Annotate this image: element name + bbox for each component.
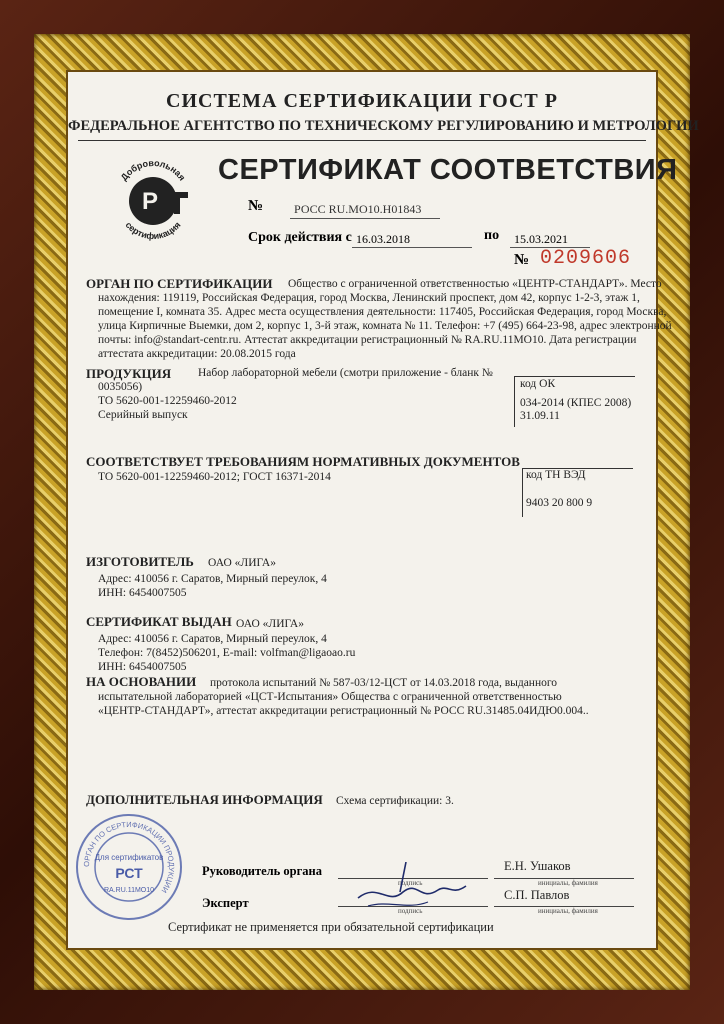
certification-stamp-icon [74,812,184,922]
basis-label: НА ОСНОВАНИИ [86,674,197,689]
expert-name-caption: инициалы, фамилия [538,907,598,915]
svg-text:РСТ: РСТ [115,865,143,881]
tnved-label: код ТН ВЭД [526,469,586,481]
conformity-docs: ТО 5620-001-12259460-2012; ГОСТ 16371-2014 [98,471,331,483]
basis-line-1: протокола испытаний № 587-03/12-ЦСТ от 14.03.2018 года, выданного [210,677,558,689]
valid-to: 15.03.2021 [514,232,568,246]
additional-info-label: ДОПОЛНИТЕЛЬНАЯ ИНФОРМАЦИЯ [86,792,323,807]
organ-line-4: улица Кирпичные Выемки, дом 2, корпус 1, 3-й этаж, комната № 11. Телефон: +7 (495) 664-23-98, адрес электронной [98,320,672,332]
footer-note: Сертификат не применяется при обязательной сертификации [168,920,494,934]
valid-from: 16.03.2018 [356,232,410,246]
product-line-1: Набор лабораторной мебели (смотри приложение - бланк № [198,367,493,379]
certification-scheme: Схема сертификации: 3. [336,795,454,807]
certificate-title: СЕРТИФИКАТ СООТВЕТСТВИЯ [218,154,678,186]
product-line-2: 0035056) [98,381,143,393]
product-line-3: ТО 5620-001-12259460-2012 [98,395,237,407]
certificate-paper [68,72,699,948]
head-sig-caption: подпись [398,879,423,887]
product-label: ПРОДУКЦИЯ [86,366,172,381]
organ-label: ОРГАН ПО СЕРТИФИКАЦИИ [86,276,273,291]
handwritten-signature-icon [348,862,468,914]
svg-text:Р: Р [142,188,159,215]
manufacturer-name: ОАО «ЛИГА» [208,557,276,569]
manufacturer-label: ИЗГОТОВИТЕЛЬ [86,554,194,569]
organ-line-2: нахождения: 119119, Российская Федерация, город Москва, Ленинский проспект, дом 42, корпус 1-2-3, этаж 1, [98,292,640,304]
header-divider [78,140,646,141]
head-label: Руководитель органа [202,864,322,878]
validity-to-label: по [484,228,500,243]
basis-line-3: «ЦЕНТР-СТАНДАРТ», аттестат аккредитации регистрационный № РОСС RU.31485.04ИДЮ0.004.. [98,705,589,717]
basis-line-2: испытательной лабораторией «ЦСТ-Испытания» Общества с ограниченной ответственностью [98,691,562,703]
system-title: СИСТЕМА СЕРТИФИКАЦИИ ГОСТ Р [166,90,558,112]
issued-to-name: ОАО «ЛИГА» [236,618,304,630]
ok-code-value-2: 31.09.11 [520,410,560,422]
stamp-ring-text: ОРГАН ПО СЕРТИФИКАЦИИ ПРОДУКЦИИ [81,819,177,895]
expert-label: Эксперт [202,896,249,910]
blank-number-label: № [514,252,530,268]
issued-to-inn: ИНН: 6454007505 [98,661,187,673]
organ-line-3: помещение I, комната 35. Адрес места осуществления деятельности: 117405, Российская Федерация, город Москва, [98,306,667,318]
conformity-label: СООТВЕТСТВУЕТ ТРЕБОВАНИЯМ НОРМАТИВНЫХ ДОКУМЕНТОВ [86,454,520,469]
ok-code-value-1: 034-2014 (КПЕС 2008) [520,397,632,409]
tnved-value: 9403 20 800 9 [526,497,593,509]
organ-line-6: аттестата аккредитации: 20.08.2015 года [98,348,296,360]
expert-name: С.П. Павлов [504,888,570,902]
expert-sig-caption: подпись [398,907,423,915]
ok-code-label: код ОК [520,378,556,390]
issued-to-phone: Телефон: 7(8452)506201, E-mail: volfman@ligaoao.ru [98,647,356,659]
issued-to-address: Адрес: 410056 г. Саратов, Мирный переулок, 4 [98,633,327,645]
cert-number: РОСС RU.МО10.Н01843 [294,202,422,216]
manufacturer-address: Адрес: 410056 г. Саратов, Мирный переулок, 4 [98,573,327,585]
product-line-4: Серийный выпуск [98,409,188,421]
number-underline [290,218,440,219]
svg-text:сертификация: сертификация [123,219,183,242]
head-name-caption: инициалы, фамилия [538,879,598,887]
validity-label: Срок действия с [248,230,352,245]
agency-title: ФЕДЕРАЛЬНОЕ АГЕНТСТВО ПО ТЕХНИЧЕСКОМУ РЕГУЛИРОВАНИЮ И МЕТРОЛОГИИ [68,118,699,134]
organ-line-5: почты: info@standart-centr.ru. Аттестат аккредитации регистрационный № RA.RU.11МО10. Дата регистрации [98,334,637,346]
manufacturer-inn: ИНН: 6454007505 [98,587,187,599]
issued-to-label: СЕРТИФИКАТ ВЫДАН [86,614,232,629]
stamp-code: RA.RU.11МО10 [103,887,155,894]
head-name: Е.Н. Ушаков [504,859,571,873]
svg-text:Добровольная: Добровольная [118,157,188,183]
organ-line-1: Общество с ограниченной ответственностью «ЦЕНТР-СТАНДАРТ». Место [288,278,662,290]
blank-number: 0209606 [540,247,632,270]
rst-logo-icon [108,154,198,244]
cert-number-label: № [248,198,264,214]
from-underline [352,247,472,248]
stamp-center-text: Для сертификатов [94,853,164,862]
